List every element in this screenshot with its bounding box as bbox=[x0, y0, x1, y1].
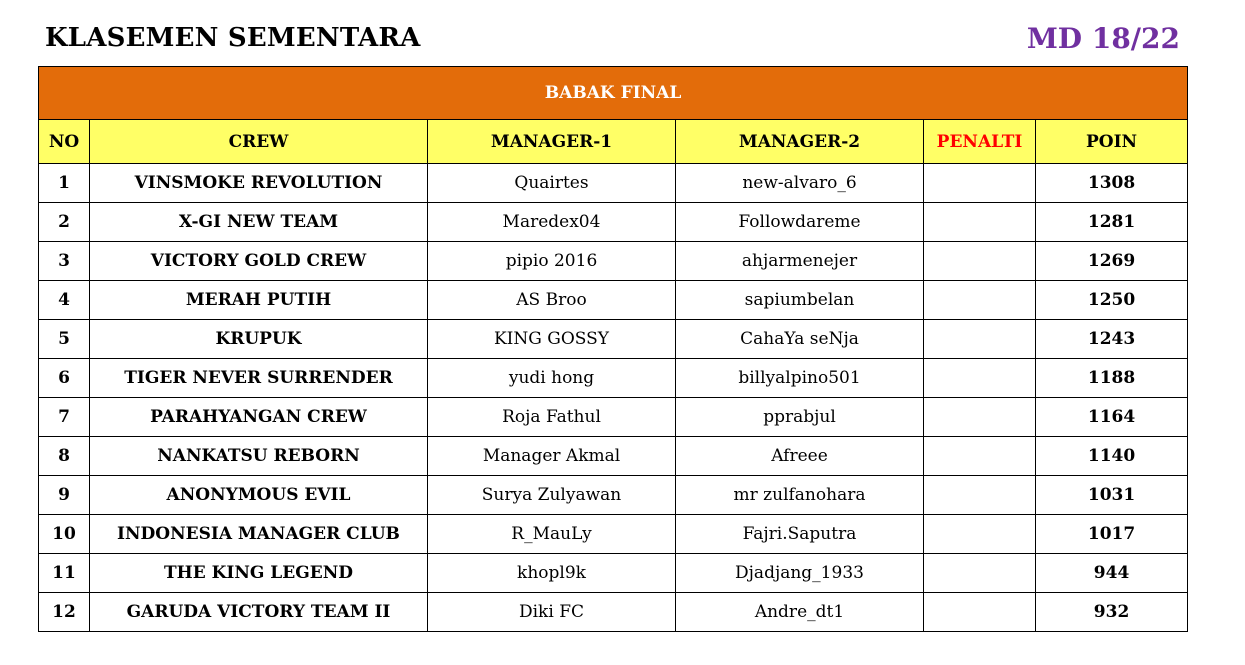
poin-cell: 1017 bbox=[1036, 515, 1188, 554]
table-row bbox=[39, 242, 1188, 281]
column-header-penalti: PENALTI bbox=[924, 120, 1036, 164]
manager-2-cell: Andre_dt1 bbox=[676, 593, 924, 632]
column-header-row bbox=[39, 120, 1188, 164]
table-row bbox=[39, 320, 1188, 359]
manager-1-cell: AS Broo bbox=[428, 281, 676, 320]
crew-cell: ANONYMOUS EVIL bbox=[90, 476, 428, 515]
manager-1-cell: Diki FC bbox=[428, 593, 676, 632]
manager-2-cell: Followdareme bbox=[676, 203, 924, 242]
table-row bbox=[39, 554, 1188, 593]
crew-cell: VICTORY GOLD CREW bbox=[90, 242, 428, 281]
rank-cell: 9 bbox=[39, 476, 90, 515]
rank-cell: 4 bbox=[39, 281, 90, 320]
manager-1-cell: Maredex04 bbox=[428, 203, 676, 242]
manager-2-cell: billyalpino501 bbox=[676, 359, 924, 398]
table-row bbox=[39, 203, 1188, 242]
crew-cell: GARUDA VICTORY TEAM II bbox=[90, 593, 428, 632]
poin-cell: 1269 bbox=[1036, 242, 1188, 281]
crew-cell: PARAHYANGAN CREW bbox=[90, 398, 428, 437]
table-row bbox=[39, 398, 1188, 437]
manager-1-cell: Quairtes bbox=[428, 164, 676, 203]
penalti-cell bbox=[924, 203, 1036, 242]
manager-1-cell: khopl9k bbox=[428, 554, 676, 593]
penalti-cell bbox=[924, 515, 1036, 554]
poin-cell: 1031 bbox=[1036, 476, 1188, 515]
penalti-cell bbox=[924, 437, 1036, 476]
crew-cell: X-GI NEW TEAM bbox=[90, 203, 428, 242]
penalti-cell bbox=[924, 320, 1036, 359]
standings-table bbox=[38, 66, 1188, 632]
table-row bbox=[39, 164, 1188, 203]
poin-cell: 1250 bbox=[1036, 281, 1188, 320]
crew-cell: TIGER NEVER SURRENDER bbox=[90, 359, 428, 398]
column-header-crew: CREW bbox=[90, 120, 428, 164]
rank-cell: 7 bbox=[39, 398, 90, 437]
poin-cell: 1243 bbox=[1036, 320, 1188, 359]
table-row bbox=[39, 437, 1188, 476]
manager-2-cell: Afreee bbox=[676, 437, 924, 476]
rank-cell: 3 bbox=[39, 242, 90, 281]
table-row bbox=[39, 476, 1188, 515]
penalti-cell bbox=[924, 359, 1036, 398]
poin-cell: 944 bbox=[1036, 554, 1188, 593]
manager-2-cell: sapiumbelan bbox=[676, 281, 924, 320]
manager-1-cell: yudi hong bbox=[428, 359, 676, 398]
manager-1-cell: Roja Fathul bbox=[428, 398, 676, 437]
table-row bbox=[39, 593, 1188, 632]
crew-cell: INDONESIA MANAGER CLUB bbox=[90, 515, 428, 554]
manager-2-cell: mr zulfanohara bbox=[676, 476, 924, 515]
rank-cell: 11 bbox=[39, 554, 90, 593]
rank-cell: 8 bbox=[39, 437, 90, 476]
page-title: KLASEMEN SEMENTARA bbox=[45, 23, 421, 53]
manager-2-cell: new-alvaro_6 bbox=[676, 164, 924, 203]
penalti-cell bbox=[924, 281, 1036, 320]
poin-cell: 1140 bbox=[1036, 437, 1188, 476]
manager-1-cell: Manager Akmal bbox=[428, 437, 676, 476]
manager-1-cell: KING GOSSY bbox=[428, 320, 676, 359]
rank-cell: 6 bbox=[39, 359, 90, 398]
manager-2-cell: Djadjang_1933 bbox=[676, 554, 924, 593]
table-banner: BABAK FINAL bbox=[39, 67, 1188, 120]
penalti-cell bbox=[924, 242, 1036, 281]
rank-cell: 10 bbox=[39, 515, 90, 554]
column-header-no: NO bbox=[39, 120, 90, 164]
penalti-cell bbox=[924, 554, 1036, 593]
poin-cell: 1308 bbox=[1036, 164, 1188, 203]
column-header-manager-2: MANAGER-2 bbox=[676, 120, 924, 164]
penalti-cell bbox=[924, 398, 1036, 437]
crew-cell: KRUPUK bbox=[90, 320, 428, 359]
manager-2-cell: CahaYa seNja bbox=[676, 320, 924, 359]
column-header-manager-1: MANAGER-1 bbox=[428, 120, 676, 164]
page-header bbox=[0, 0, 1245, 66]
penalti-cell bbox=[924, 476, 1036, 515]
matchday-label: MD 18/22 bbox=[1026, 22, 1180, 55]
penalti-cell bbox=[924, 164, 1036, 203]
manager-1-cell: Surya Zulyawan bbox=[428, 476, 676, 515]
poin-cell: 1188 bbox=[1036, 359, 1188, 398]
crew-cell: MERAH PUTIH bbox=[90, 281, 428, 320]
manager-2-cell: pprabjul bbox=[676, 398, 924, 437]
manager-1-cell: R_MauLy bbox=[428, 515, 676, 554]
table-row bbox=[39, 359, 1188, 398]
poin-cell: 1281 bbox=[1036, 203, 1188, 242]
table-row bbox=[39, 515, 1188, 554]
crew-cell: NANKATSU REBORN bbox=[90, 437, 428, 476]
penalti-cell bbox=[924, 593, 1036, 632]
rank-cell: 1 bbox=[39, 164, 90, 203]
manager-2-cell: ahjarmenejer bbox=[676, 242, 924, 281]
poin-cell: 1164 bbox=[1036, 398, 1188, 437]
rank-cell: 2 bbox=[39, 203, 90, 242]
crew-cell: THE KING LEGEND bbox=[90, 554, 428, 593]
manager-2-cell: Fajri.Saputra bbox=[676, 515, 924, 554]
rank-cell: 12 bbox=[39, 593, 90, 632]
manager-1-cell: pipio 2016 bbox=[428, 242, 676, 281]
column-header-poin: POIN bbox=[1036, 120, 1188, 164]
poin-cell: 932 bbox=[1036, 593, 1188, 632]
crew-cell: VINSMOKE REVOLUTION bbox=[90, 164, 428, 203]
rank-cell: 5 bbox=[39, 320, 90, 359]
table-row bbox=[39, 281, 1188, 320]
